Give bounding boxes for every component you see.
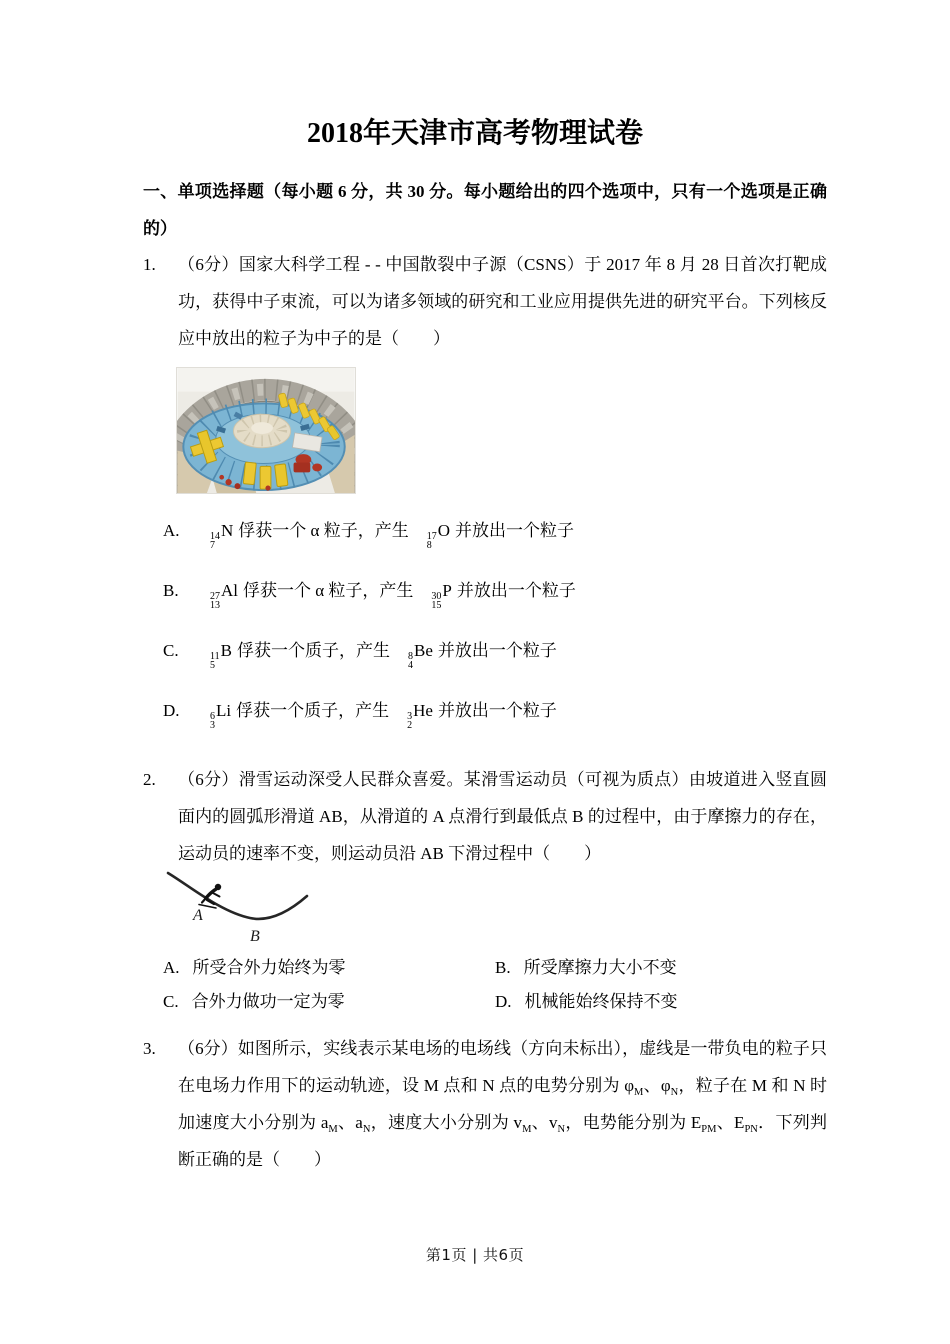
nuclide [407, 641, 433, 671]
option-label: A. [163, 958, 180, 977]
option-text: 所受摩擦力大小不变 [523, 958, 677, 977]
element-symbol: Al [221, 581, 238, 600]
nuclide-prescripts [210, 652, 220, 671]
question-3-number: 3. [143, 1039, 156, 1058]
nuclide [407, 701, 433, 731]
point-b-label: B [250, 928, 260, 945]
option-text: 并放出一个粒子 [456, 581, 576, 600]
option-text: 俘获一个 α 粒子，产生 [243, 581, 414, 600]
nuclide-prescripts [408, 652, 413, 671]
q1-option-b [163, 579, 576, 611]
atomic-number: 5 [210, 660, 215, 671]
q2-options-row-1 [163, 956, 847, 982]
mass-number: 11 [210, 650, 220, 662]
question-1-number: 1. [143, 255, 156, 274]
csns-facility-photo-icon [176, 367, 356, 494]
nuclide [210, 701, 232, 731]
nuclide [426, 521, 450, 551]
page-title: 2018年天津市高考物理试卷 [306, 118, 643, 149]
nuclide-prescripts [431, 592, 441, 611]
option-label: A. [163, 521, 180, 540]
question-1-text: （6分）国家大科学工程 - - 中国散裂中子源（CSNS）于 2017 年 8 月 28 日首次打靶成功，获得中子束流，可以为诸多领域的研究和工业应用提供先进的研究平台。下列核反应中放出的粒子为中子的是（ ） [178, 255, 827, 348]
nuclide [210, 581, 238, 611]
option-text: 所受合外力始终为零 [192, 958, 346, 977]
option-label: B. [495, 958, 511, 977]
q2-options-row-2 [163, 990, 847, 1016]
option-text: 机械能始终保持不变 [524, 992, 678, 1011]
point-a-label: A [193, 907, 203, 924]
atomic-number: 2 [407, 720, 413, 731]
nuclide-prescripts [210, 592, 220, 611]
mass-number: 17 [426, 530, 437, 542]
slope-curve [168, 873, 307, 919]
mass-number: 27 [210, 590, 220, 602]
nuclide-prescripts [427, 532, 437, 551]
atomic-number: 4 [407, 660, 413, 671]
option-label: B. [163, 581, 179, 600]
nuclide [431, 581, 452, 611]
option-text: 俘获一个 α 粒子，产生 [238, 521, 409, 540]
q1-option-d [163, 699, 557, 731]
option-label: C. [163, 992, 179, 1011]
nuclide [210, 521, 234, 551]
option-text: 并放出一个粒子 [437, 641, 557, 660]
nuclide [210, 641, 232, 671]
option-text: 合外力做功一定为零 [191, 992, 345, 1011]
mass-number: 6 [210, 710, 215, 722]
question-3 [143, 1030, 827, 1178]
atomic-number: 7 [210, 540, 215, 551]
mass-number: 30 [431, 590, 442, 602]
element-symbol: N [221, 521, 234, 540]
mass-number: 3 [407, 710, 413, 722]
q2-option-a [163, 956, 346, 980]
mass-number: 8 [407, 650, 413, 662]
q1-option-a [163, 519, 574, 551]
element-symbol: P [442, 581, 452, 600]
page-footer: 第1页 | 共6页 [425, 1246, 525, 1264]
atomic-number: 3 [210, 720, 215, 731]
question-2-text: （6分）滑雪运动深受人民群众喜爱。某滑雪运动员（可视为质点）由坡道进入竖直圆面内的圆弧形滑道 AB，从滑道的 A 点滑行到最低点 B 的过程中，由于摩擦力的存在，运动员的速率不变，则运动员沿 AB 下滑过程中（ ） [178, 770, 827, 863]
element-symbol: Be [413, 641, 433, 660]
element-symbol: O [437, 521, 450, 540]
question-2-number: 2. [143, 770, 156, 789]
nuclide-prescripts [210, 532, 220, 551]
q2-option-b [495, 956, 677, 980]
nuclide-prescripts [210, 712, 215, 731]
section-heading: 一、单项选择题（每小题 6 分，共 30 分。每小题给出的四个选项中，只有一个选项是正确的） [143, 182, 827, 238]
ski-slope-diagram [163, 870, 313, 950]
atomic-number: 8 [426, 540, 432, 551]
question-3-text: （6分）如图所示，实线表示某电场的电场线（方向未标出），虚线是一带负电的粒子只在电场力作用下的运动轨迹，设 M 点和 N 点的电势分别为 $\varphi_M$、$\varphi_N$，粒子在 M 和 N 时加速度大小分别为 $a_M$、$a_N$，速度大小分别为 $v_M$、$v_N$，电势能分别为 $E_{PM}$、$E_{PN}$．下列判断正确的是（ ） [178, 1039, 828, 1169]
option-text: 俘获一个质子，产生 [236, 641, 390, 660]
question-2 [143, 761, 827, 872]
option-label: D. [495, 992, 512, 1011]
q2-option-d [495, 990, 678, 1014]
option-text: 并放出一个粒子 [437, 701, 557, 720]
option-text: 俘获一个质子，产生 [236, 701, 390, 720]
nuclide-prescripts [407, 712, 412, 731]
option-text: 并放出一个粒子 [454, 521, 574, 540]
question-1 [143, 246, 827, 357]
element-symbol: B [220, 641, 232, 660]
mass-number: 14 [210, 530, 220, 542]
element-symbol: Li [216, 701, 232, 720]
option-label: D. [163, 701, 180, 720]
option-label: C. [163, 641, 179, 660]
atomic-number: 15 [431, 600, 442, 611]
element-symbol: He [413, 701, 433, 720]
q1-option-c [163, 639, 557, 671]
atomic-number: 13 [210, 600, 220, 611]
q2-option-c [163, 990, 345, 1014]
